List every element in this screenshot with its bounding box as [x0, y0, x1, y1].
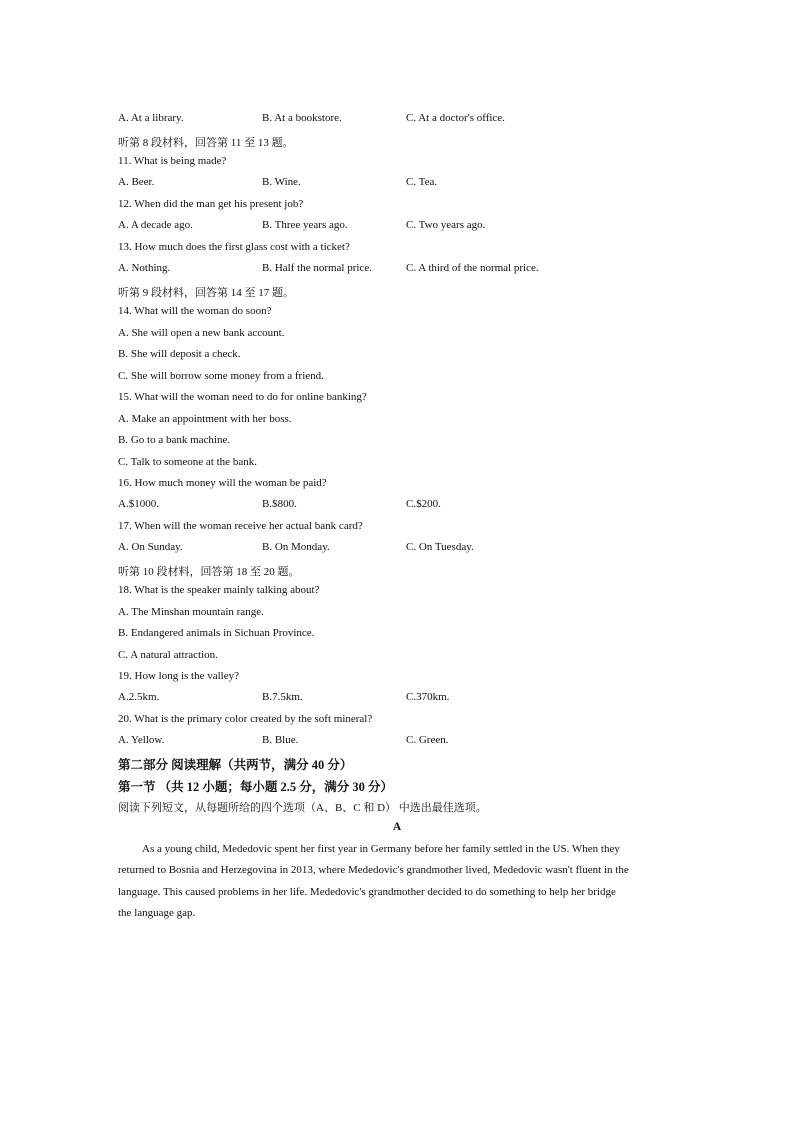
q16-option-a: A.$1000. [118, 498, 159, 510]
q11-stem: 11. What is being made? [118, 155, 227, 167]
q20-option-c: C. Green. [406, 734, 449, 746]
section-1-heading: 第一节 （共 12 小题；每小题 2.5 分，满分 30 分） [118, 780, 394, 794]
q14-option-c: C. She will borrow some money from a friend. [118, 370, 324, 382]
q12-option-b: B. Three years ago. [262, 219, 348, 231]
passage-line-2: returned to Bosnia and Herzegovina in 2013, where Mededovic's grandmother lived, Mededovic wasn't fluent in the [118, 864, 629, 876]
q11-option-b: B. Wine. [262, 176, 301, 188]
q18-option-c: C. A natural attraction. [118, 649, 218, 661]
q13-option-b: B. Half the normal price. [262, 262, 372, 274]
q16-option-b: B.$800. [262, 498, 297, 510]
section-9-instruction: 听第 9 段材料，回答第 14 至 17 题。 [118, 287, 294, 299]
q10-option-a: A. At a library. [118, 112, 184, 124]
passage-line-4: the language gap. [118, 907, 196, 919]
q20-stem: 20. What is the primary color created by the soft mineral? [118, 713, 373, 725]
q15-option-a: A. Make an appointment with her boss. [118, 413, 292, 425]
q16-stem: 16. How much money will the woman be paid? [118, 477, 327, 489]
q17-option-b: B. On Monday. [262, 541, 330, 553]
q18-option-a: A. The Minshan mountain range. [118, 606, 264, 618]
q17-stem: 17. When will the woman receive her actual bank card? [118, 520, 363, 532]
q19-stem: 19. How long is the valley? [118, 670, 239, 682]
q12-option-c: C. Two years ago. [406, 219, 486, 231]
passage-line-1: As a young child, Mededovic spent her first year in Germany before her family settled in the US. When they [142, 843, 620, 855]
q13-option-a: A. Nothing. [118, 262, 171, 274]
q11-option-c: C. Tea. [406, 176, 438, 188]
q14-option-b: B. She will deposit a check. [118, 348, 241, 360]
section-10-instruction: 听第 10 段材料，回答第 18 至 20 题。 [118, 566, 300, 578]
q20-option-b: B. Blue. [262, 734, 299, 746]
q12-option-a: A. A decade ago. [118, 219, 193, 231]
q19-option-b: B.7.5km. [262, 691, 303, 703]
q14-stem: 14. What will the woman do soon? [118, 305, 272, 317]
reading-instruction: 阅读下列短文，从每题所给的四个选项（A、B、C 和 D） 中选出最佳选项。 [118, 802, 487, 814]
q11-option-a: A. Beer. [118, 176, 155, 188]
q13-option-c: C. A third of the normal price. [406, 262, 539, 274]
q10-option-b: B. At a bookstore. [262, 112, 342, 124]
passage-line-3: language. This caused problems in her life. Mededovic's grandmother decided to do something to help her bridge [118, 886, 616, 898]
section-8-instruction: 听第 8 段材料，回答第 11 至 13 题。 [118, 137, 294, 149]
q15-option-b: B. Go to a bank machine. [118, 434, 231, 446]
q15-stem: 15. What will the woman need to do for online banking? [118, 391, 367, 403]
q12-stem: 12. When did the man get his present job? [118, 198, 304, 210]
q14-option-a: A. She will open a new bank account. [118, 327, 285, 339]
q10-option-c: C. At a doctor's office. [406, 112, 505, 124]
q15-option-c: C. Talk to someone at the bank. [118, 456, 257, 468]
q18-stem: 18. What is the speaker mainly talking about? [118, 584, 320, 596]
passage-title: A [392, 821, 402, 833]
part-2-heading: 第二部分 阅读理解（共两节，满分 40 分） [118, 758, 353, 772]
q19-option-a: A.2.5km. [118, 691, 160, 703]
q13-stem: 13. How much does the first glass cost with a ticket? [118, 241, 350, 253]
q17-option-c: C. On Tuesday. [406, 541, 474, 553]
q18-option-b: B. Endangered animals in Sichuan Province. [118, 627, 315, 639]
q17-option-a: A. On Sunday. [118, 541, 183, 553]
q20-option-a: A. Yellow. [118, 734, 165, 746]
q19-option-c: C.370km. [406, 691, 450, 703]
q16-option-c: C.$200. [406, 498, 441, 510]
